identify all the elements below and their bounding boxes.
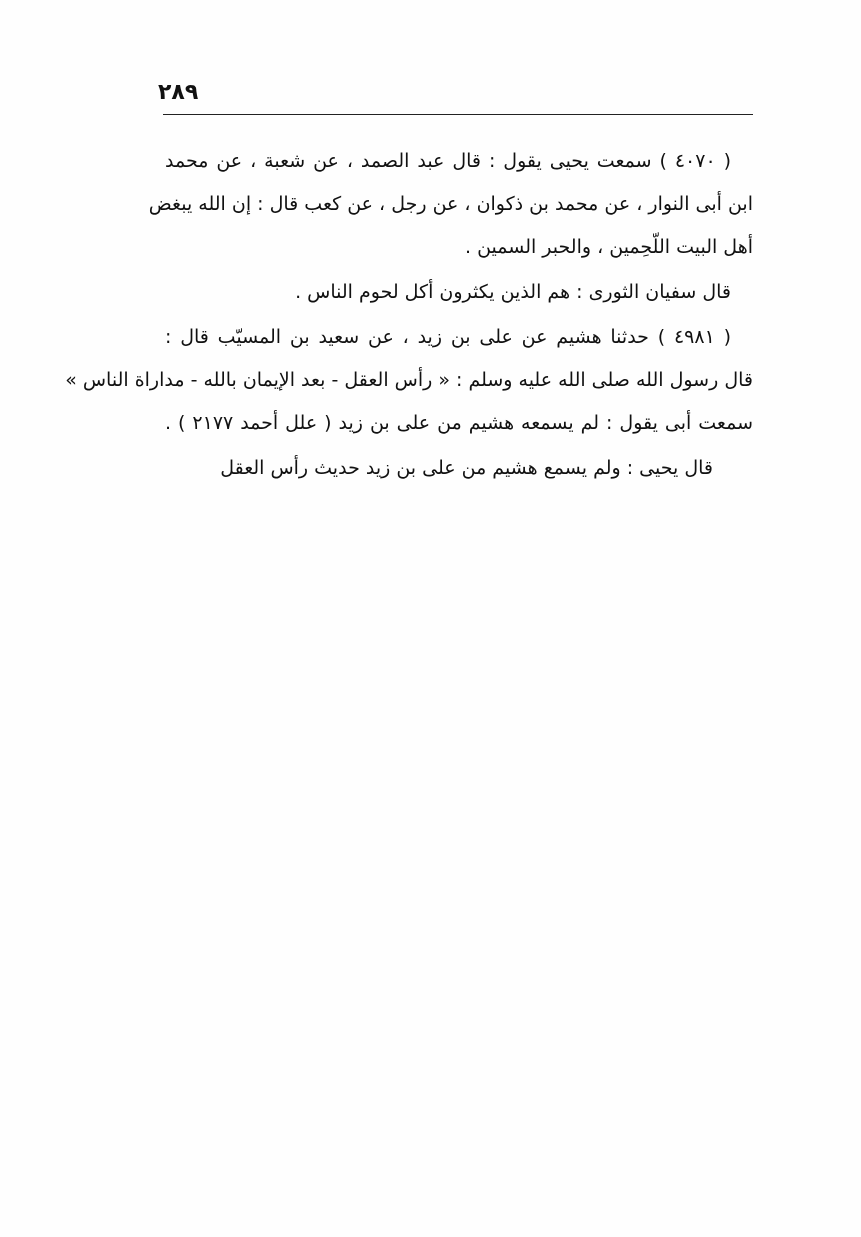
page-number: ٢٨٩ (158, 80, 199, 105)
page-body (65, 140, 753, 490)
text-line-4: قال سفيان الثورى : هم الذين يكثرون أكل لحوم الناس . (295, 281, 731, 303)
text-line-7: سمعت أبى يقول : لم يسمعه هشيم من على بن زيد ( علل أحمد ٢١٧٧ ) . (165, 412, 753, 434)
text-line-2: ابن أبى النوار ، عن محمد بن ذكوان ، عن رجل ، عن كعب قال : إن الله يبغض (148, 193, 753, 215)
text-line-3: أهل البيت اللّحِمين ، والحبر السمين . (464, 236, 753, 258)
text-line-6: قال رسول الله صلى الله عليه وسلم : « رأس العقل - بعد الإيمان بالله - مداراة الناس » (65, 369, 753, 391)
text-line-1: ( ٤٠٧٠ ) سمعت يحيى يقول : قال عبد الصمد ، عن شعبة ، عن محمد (165, 150, 732, 172)
header-rule (163, 114, 753, 115)
text-line-5: ( ٤٩٨١ ) حدثنا هشيم عن على بن زيد ، عن سعيد بن المسيّب قال : (165, 326, 731, 348)
text-line-8: قال يحيى : ولم يسمع هشيم من على بن زيد حديث رأس العقل (220, 457, 713, 479)
